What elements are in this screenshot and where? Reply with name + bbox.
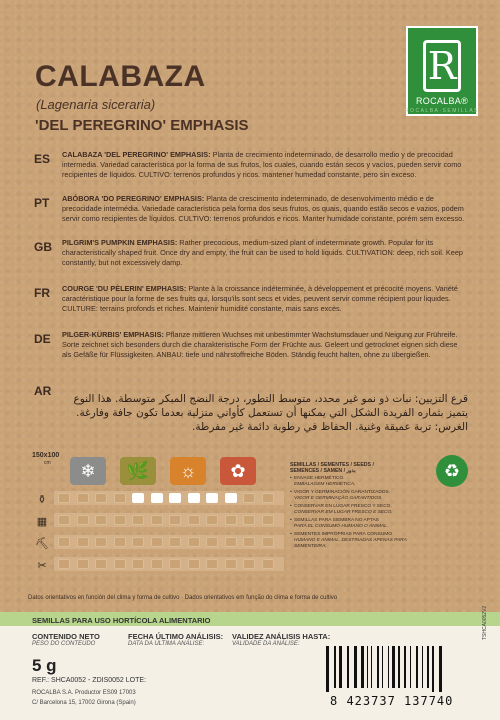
month-slot — [225, 493, 237, 503]
barcode-bar — [347, 646, 349, 688]
barcode-bar — [377, 646, 379, 688]
brand-logo — [406, 26, 478, 116]
variety-name: 'DEL PEREGRINO' EMPHASIS — [35, 117, 249, 134]
side-code: TSHCA0052V2 — [482, 605, 488, 640]
month-slot — [262, 515, 274, 525]
month-slot — [95, 515, 107, 525]
month-slot — [206, 559, 218, 569]
month-slot — [132, 559, 144, 569]
latin-name: (Lagenaria siceraria) — [36, 97, 156, 112]
month-slot — [95, 493, 107, 503]
month-slot — [262, 493, 274, 503]
legend-item — [290, 504, 410, 516]
month-slot — [225, 559, 237, 569]
month-slot — [225, 537, 237, 547]
barcode-bar — [416, 646, 418, 688]
barcode-bar — [361, 646, 364, 688]
barcode-bar — [367, 646, 368, 688]
legend-item — [290, 518, 410, 530]
legend-text: • CONSERVAR EN LUGAR FRESCO Y SECO. — [294, 504, 392, 509]
description-es-text: Planta de crecimiento indeterminado, de desarrollo medio y de precocidad intermedia. Variedad característica por la forma de sus frutos, los cuales, cuando están secos y vacíos, pueden servir como recipientes de líquidos. CULTIVO: terrenos profundos y ricos. mantener humedad constante, pero sin exceso. — [62, 150, 462, 179]
spacing-unit: cm — [44, 460, 51, 466]
legend-header — [290, 462, 410, 474]
month-slot — [243, 493, 255, 503]
description-gb-name: PILGRIM'S PUMPKIN EMPHASIS: — [62, 238, 178, 247]
legend-text: • SEMENTES IMPRÓPRIAS PARA CONSUMO — [294, 532, 392, 537]
month-slot — [58, 537, 70, 547]
barcode-bar — [354, 646, 357, 688]
legend-text: • VIGOR Y GERMINACIÓN GARANTIZADOS. — [294, 490, 391, 495]
month-slot — [114, 515, 126, 525]
description-gb-text: Rather precocious, medium-sized plant of indeterminate growth. Popular for its characteristically shaped fruit. Once dry and empty, the fruit can be used to hold liquids. CULTIVATION: deep, rich soil. Keep constantly, but not excessively damp. — [62, 238, 463, 267]
sun-icon: ☼ — [170, 457, 206, 485]
month-slot — [188, 559, 200, 569]
month-slot — [206, 537, 218, 547]
description-gb — [62, 238, 467, 268]
harvest-icon: ✂ — [37, 560, 47, 572]
barcode-bar — [382, 646, 383, 688]
spacing-label: 150x100 — [32, 452, 60, 459]
description-pt — [62, 194, 467, 224]
description-es — [62, 150, 467, 180]
month-slot — [95, 559, 107, 569]
month-slot — [169, 559, 181, 569]
net-content-sub: PESO DO CONTEÚDO — [32, 641, 96, 647]
description-ar: قرع التزيين: نبات ذو نمو غير محدد، متوسط التطور، درجة النضج المبكر متوسطة. هذا النوع يتميز بثماره الفريدة الشكل التي يمكنها أن تستعمل كأواني منزلية بعدما تكون جافة وفارغة. الغرس: تربة عميقة وغنية. الحفاظ في رطوبة دائمة غير مفرطة. — [73, 393, 468, 433]
month-slot — [243, 537, 255, 547]
barcode-bar — [422, 646, 423, 688]
net-content-label: CONTENIDO NETO — [32, 632, 100, 641]
legend-item — [290, 490, 410, 502]
lang-code-gb: GB — [34, 240, 52, 254]
barcode-bar — [334, 646, 336, 688]
orientative-note: Datos orientativos en función del clima y forma de cultivo · Dados orientativos em função do clima e forma de cultivo — [28, 595, 338, 601]
company-address: C/ Barcelona 15, 17002 Girona (Spain) — [32, 700, 136, 706]
legend-subtext: PARA EL CONSUMO HUMANO O ANIMAL. — [294, 524, 389, 529]
analysis-date-sub: DATA DA ÚLTIMA ANÁLISE: — [128, 641, 205, 647]
legend-subtext: HUMANO E ANIMAL. DESTINADAS APENAS PARA SEMENTEIRA. — [294, 538, 407, 549]
month-slot — [114, 537, 126, 547]
barcode-bar — [339, 646, 342, 688]
barcode-bar — [404, 646, 406, 688]
month-slot — [114, 493, 126, 503]
recycle-icon: ♻ — [436, 455, 468, 487]
legend-subtext: VIGOR E GERMINAÇÃO GARANTIDOS. — [294, 496, 383, 501]
legend-text: • SEMILLAS PARA SIEMBRA NO APTAS — [294, 518, 379, 523]
barcode-bar — [398, 646, 400, 688]
description-pt-name: ABÓBORA 'DO PEREGRINO' EMPHASIS: — [62, 194, 205, 203]
description-de-name: PILGER-KÜRBIS' EMPHASIS: — [62, 330, 164, 339]
snowflake-icon: ❄ — [70, 457, 106, 485]
lang-code-es: ES — [34, 152, 51, 166]
lang-code-ar: AR — [34, 384, 52, 398]
month-slot — [169, 493, 181, 503]
barcode-bar — [410, 646, 411, 688]
barcode-bar — [326, 646, 329, 692]
month-slot — [225, 515, 237, 525]
barcode-bar — [439, 646, 442, 692]
legend-text: • ENVASE HERMÉTICO. — [294, 476, 345, 481]
month-slot — [151, 515, 163, 525]
lang-code-de: DE — [34, 332, 51, 346]
description-pt-text: Planta de crescimento indeterminado, de desenvolvimento médio e de precocidade intermédia. Variedade característica pela forma dos seus frutos, os quais, quando estão secos e vazios, podem servir como recipientes de líquidos. CULTIVO: terrenos profundos e ricos. Manter humidade constante, porém sem excesso. — [62, 194, 465, 223]
description-es-name: CALABAZA 'DEL PEREGRINO' EMPHASIS: — [62, 150, 211, 159]
month-slot — [114, 559, 126, 569]
month-slot — [58, 493, 70, 503]
month-slot — [132, 515, 144, 525]
barcode-bar — [427, 646, 429, 688]
ean-number: 8 423737 137740 — [330, 694, 454, 708]
month-slot — [58, 515, 70, 525]
month-slot — [77, 515, 89, 525]
legend-item — [290, 532, 410, 550]
validity-sub: VALIDADE DA ANÁLISE: — [232, 641, 300, 647]
legend-subtext: CONSERVAR EM LUGAR FRESCO E SECO. — [294, 510, 393, 515]
seed-legend — [290, 462, 410, 550]
description-de-text: Pflanze mittleren Wuchses mit unbestimmter Wachstumsdauer und Neigung zur Frühreife. Sorte zeichnet sich besonders durch die charakteristische Form der Früchte aus. Geleert und getrocknet eignen sich diese als Gefäße für Flüssigkeiten. ANBAU: tiefe und nährstoffreiche Böden. Ständig feucht halten, ohne zu übergießen. — [62, 330, 458, 359]
legend-subtext: EMBALAGEM HERMÉTICA. — [294, 482, 356, 487]
month-slot — [151, 559, 163, 569]
planting-icon: ⛏ — [35, 538, 49, 550]
brand-name: ROCALBA® — [415, 96, 469, 106]
barcode — [322, 646, 472, 692]
month-slot — [243, 559, 255, 569]
brand-subtitle: ROCALBA·SEMILLAS — [404, 108, 480, 114]
reference-lot: REF.: SHCA0052 - ZDIS0052 LOTE: — [32, 677, 146, 684]
legend-text: SEMILLAS / SEMENTES / SEEDS / — [290, 462, 374, 468]
month-slot — [77, 537, 89, 547]
month-slot — [188, 537, 200, 547]
legend-subtext: SEMENCES / SAMEN / بذور — [290, 468, 356, 474]
legend-item — [290, 476, 410, 488]
validity-label: VALIDEZ ANÁLISIS HASTA: — [232, 632, 331, 641]
description-fr — [62, 284, 467, 314]
barcode-bar — [388, 646, 389, 688]
barcode-bar — [392, 646, 395, 688]
month-slot — [206, 515, 218, 525]
month-slot — [188, 493, 200, 503]
maple-leaf-icon: ✿ — [220, 457, 256, 485]
lang-code-fr: FR — [34, 286, 50, 300]
month-slot — [132, 537, 144, 547]
month-slot — [206, 493, 218, 503]
month-slot — [262, 537, 274, 547]
month-slot — [262, 559, 274, 569]
analysis-date-label: FECHA ÚLTIMO ANÁLISIS: — [128, 632, 224, 641]
net-weight: 5 g — [32, 656, 57, 675]
month-slot — [169, 537, 181, 547]
month-slot — [58, 559, 70, 569]
barcode-bar — [371, 646, 372, 688]
seedling-tray-icon: ▦ — [36, 516, 48, 528]
product-title: CALABAZA — [35, 60, 206, 93]
usage-title: SEMILLAS PARA USO HORTÍCOLA ALIMENTARIO — [32, 616, 211, 625]
barcode-bar — [432, 646, 434, 692]
month-slot — [188, 515, 200, 525]
month-slot — [243, 515, 255, 525]
brand-initial: R — [423, 40, 461, 92]
description-fr-text: Plante à la croissance indéterminée, à développement et précocité moyens. Variété caractéristique pour la forme de ses fruits qui, lorsqu'ils sont secs et vides, peuvent servir comme récipient pour liquides. CULTURE: terrains profonds et riches. Maintenir humidité constante, mais sans excès. — [62, 284, 458, 313]
month-slot — [169, 515, 181, 525]
month-slot — [151, 493, 163, 503]
month-slot — [77, 493, 89, 503]
month-slot — [95, 537, 107, 547]
month-slot — [132, 493, 144, 503]
leaf-icon: 🌿 — [120, 457, 156, 485]
description-de — [62, 330, 467, 360]
description-fr-name: COURGE 'DU PÈLERIN' EMPHASIS: — [62, 284, 187, 293]
month-slot — [151, 537, 163, 547]
seed-pot-icon: ⚱ — [37, 494, 47, 506]
month-slot — [77, 559, 89, 569]
lang-code-pt: PT — [34, 196, 50, 210]
company-info: ROCALBA S.A. Productor ES09 17003 — [32, 690, 136, 696]
